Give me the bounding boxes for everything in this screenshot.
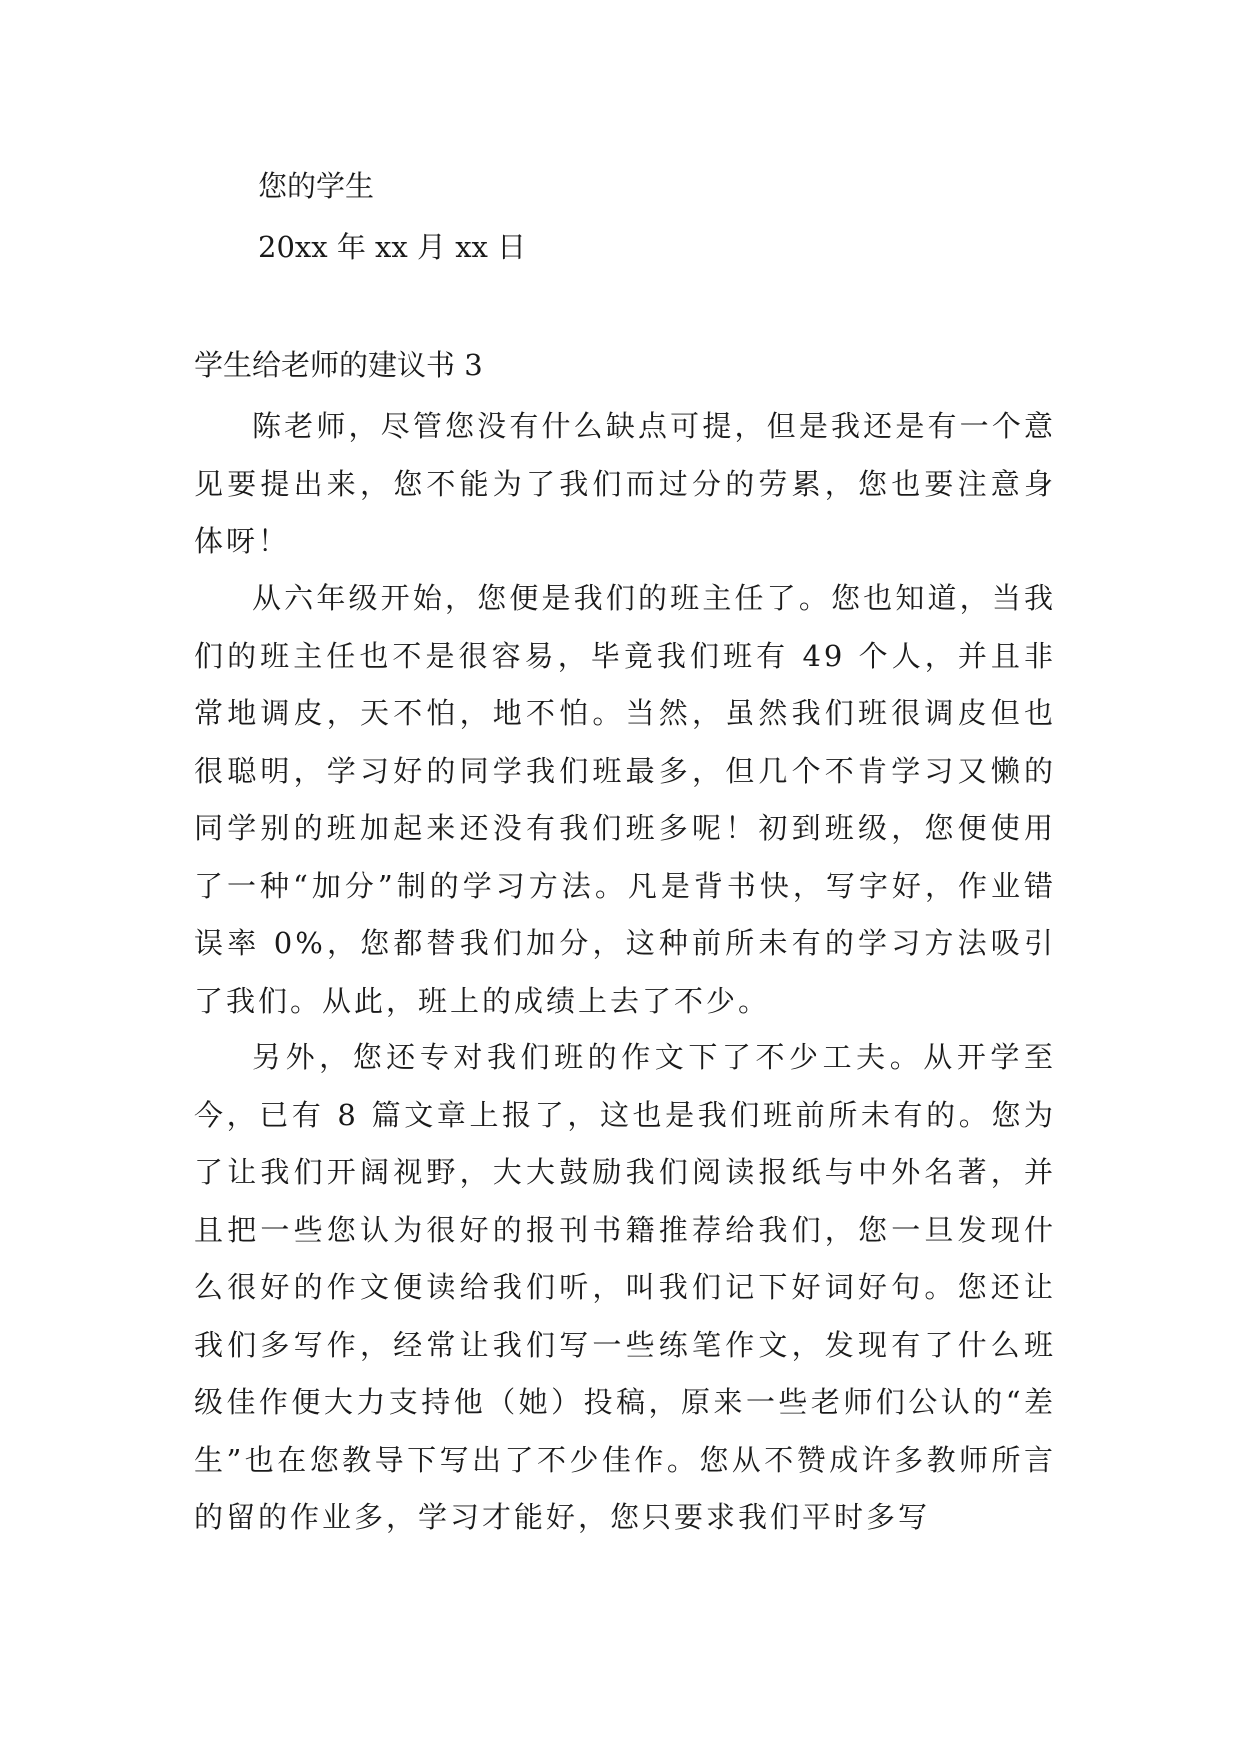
- paragraph-1: 陈老师，尽管您没有什么缺点可提，但是我还是有一个意见要提出来，您不能为了我们而过分的劳累，您也要注意身体呀！: [194, 409, 1056, 558]
- signature-date: 20xx 年 xx 月 xx 日: [258, 230, 527, 264]
- paragraph-2: 从六年级开始，您便是我们的班主任了。您也知道，当我们的班主任也不是很容易，毕竟我们班有 49 个人，并且非常地调皮，天不怕，地不怕。当然，虽然我们班很调皮但也很聪明，学习好的同学我们班最多，但几个不肯学习又懒的同学别的班加起来还没有我们班多呢！初到班级，您便使用了一种“加分”制的学习方法。凡是背书快，写字好，作业错误率 0%，您都替我们加分，这种前所未有的学习方法吸引了我们。从此，班上的成绩上去了不少。: [194, 581, 1056, 1018]
- signature-name: 您的学生: [258, 169, 375, 203]
- section-title: 学生给老师的建议书 3: [194, 348, 483, 382]
- paragraph-3: 另外，您还专对我们班的作文下了不少工夫。从开学至今，已有 8 篇文章上报了，这也是我们班前所未有的。您为了让我们开阔视野，大大鼓励我们阅读报纸与中外名著，并且把一些您认为很好的报刊书籍推荐给我们，您一旦发现什么很好的作文便读给我们听，叫我们记下好词好句。您还让我们多写作，经常让我们写一些练笔作文，发现有了什么班级佳作便大力支持他（她）投稿，原来一些老师们公认的“差生”也在您教导下写出了不少佳作。您从不赞成许多教师所言的留的作业多，学习才能好，您只要求我们平时多写: [194, 1040, 1056, 1534]
